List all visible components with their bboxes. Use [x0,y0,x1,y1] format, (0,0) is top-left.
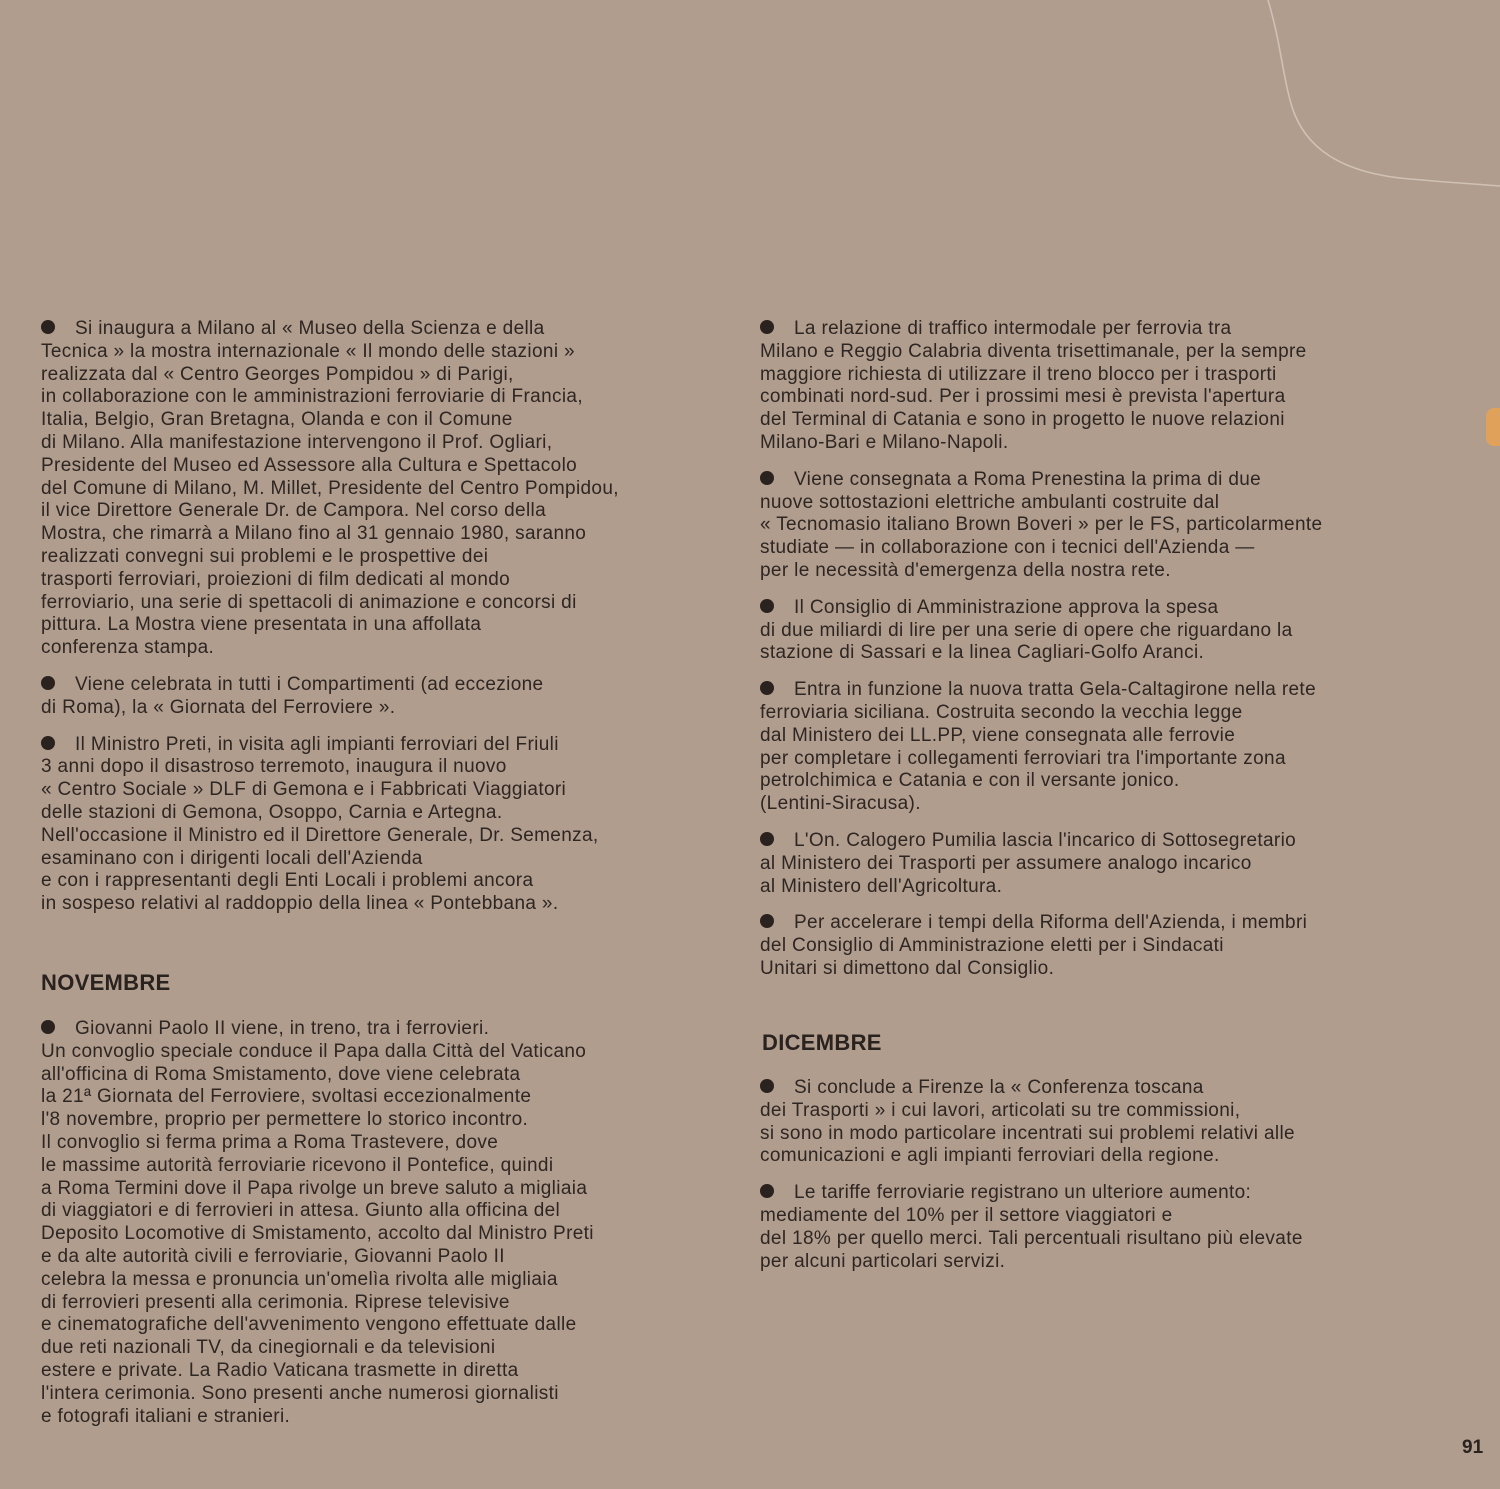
bullet-icon [41,320,55,334]
news-item [760,1077,1430,1168]
bullet-icon [760,599,774,613]
news-item [41,734,701,916]
bullet-icon [41,676,55,690]
section-heading-novembre: NOVEMBRE [41,970,171,995]
page-number: 91 [1462,1437,1484,1458]
bullet-icon [760,471,774,485]
section-heading-dicembre: DICEMBRE [762,1030,882,1055]
news-item [760,469,1430,583]
news-item-text: Il Consiglio di Amministrazione approva la spesa di due miliardi di lire per una serie di opere che riguardano la stazione di Sassari e la linea Cagliari-Golfo Aranci. [760,596,1293,664]
bullet-icon [760,832,774,846]
bullet-icon [760,1184,774,1198]
bullet-icon [760,1079,774,1093]
paper-crease [0,0,1500,260]
news-item [760,912,1430,980]
dicembre-section [760,1077,1430,1287]
bullet-icon [760,320,774,334]
news-item-text: La relazione di traffico intermodale per ferrovia tra Milano e Reggio Calabria diventa trisettimanale, per la sempre maggiore richiesta di utilizzare il treno blocco per i trasporti combinati nord-sud. Per i prossimi mesi è prevista l'apertura del Terminal di Catania e sono in progetto le nuove relazioni Milano-Bari e Milano-Napoli. [760,318,1307,453]
bullet-icon [41,1020,55,1034]
news-item [41,318,701,660]
news-item [760,679,1430,816]
news-item [760,830,1430,898]
news-item-text: Per accelerare i tempi della Riforma dell'Azienda, i membri del Consiglio di Amministrazione eletti per i Sindacati Unitari si dimettono dal Consiglio. [760,912,1308,979]
bullet-icon [41,736,55,750]
news-item [41,674,701,720]
news-item [760,1182,1430,1273]
news-item-text: Le tariffe ferroviarie registrano un ulteriore aumento: mediamente del 10% per il settore viaggiatori e del 18% per quello merci. Tali percentuali risultano più elevate per alcuni particolari servizi. [760,1182,1303,1272]
news-item [760,318,1430,455]
news-item-text: Si inaugura a Milano al « Museo della Scienza e della Tecnica » la mostra internazionale « Il mondo delle stazioni » realizzata dal « Centro Georges Pompidou » di Parigi, in collaborazione con le amministrazioni ferroviarie di Francia, Italia, Belgio, Gran Bretagna, Olanda e con il Comune di Milano. Alla manifestazione intervengono il Prof. Ogliari, Presidente del Museo ed Assessore alla Cultura e Spettacolo del Comune di Milano, M. Millet, Presidente del Centro Pompidou, il vice Direttore Generale Dr. de Campora. Nel corso della Mostra, che rimarrà a Milano fino al 31 gennaio 1980, saranno realizzati convegni sui problemi e le prospettive dei trasporti ferroviari, proiezioni di film dedicati al mondo ferroviario, una serie di spettacoli di animazione e concorsi di pittura. La Mostra viene presentata in una affollata conferenza stampa. [41,318,619,659]
news-item [41,1018,711,1428]
news-item-text: Si conclude a Firenze la « Conferenza toscana dei Trasporti » i cui lavori, articolati su tre commissioni, si sono in modo particolare incentrati sui problemi relativi alle comunicazioni e agli impianti ferroviari della regione. [760,1077,1295,1167]
news-item-text: Viene consegnata a Roma Prenestina la prima di due nuove sottostazioni elettriche ambulanti costruite dal « Tecnomasio italiano Brown Boveri » per le FS, particolarmente studiate — in collaborazione con i tecnici dell'Azienda — per le necessità d'emergenza della nostra rete. [760,468,1323,581]
news-item-text: Il Ministro Preti, in visita agli impianti ferroviari del Friuli 3 anni dopo il disastroso terremoto, inaugura il nuovo « Centro Sociale » DLF di Gemona e i Fabbricati Viaggiatori delle stazioni di Gemona, Osoppo, Carnia e Artegna. Nell'occasione il Ministro ed il Direttore Generale, Dr. Semenza, esaminano con i dirigenti locali dell'Azienda e con i rappresentanti degli Enti Locali i problemi ancora in sospeso relativi al raddoppio della linea « Pontebbana ». [41,733,599,915]
news-item-text: Giovanni Paolo II viene, in treno, tra i ferrovieri. Un convoglio speciale conduce il Papa dalla Città del Vaticano all'officina di Roma Smistamento, dove viene celebrata la 21ª Giornata del Ferroviere, svoltasi eccezionalmente l'8 novembre, proprio per permettere lo storico incontro. Il convoglio si ferma prima a Roma Trastevere, dove le massime autorità ferroviarie ricevono il Pontefice, quindi a Roma Termini dove il Papa rivolge un breve saluto a migliaia di viaggiatori e di ferrovieri in attesa. Giunto alla officina del Deposito Locomotive di Smistamento, accolto dal Ministro Preti e da alte autorità civili e ferroviarie, Giovanni Paolo II celebra la messa e pronuncia un'omelìa rivolta alle migliaia di ferrovieri presenti alla cerimonia. Riprese televisive e cinematografiche dell'avvenimento vengono effettuate dalle due reti nazionali TV, da cinegiornali e da televisioni estere e private. La Radio Vaticana trasmette in diretta l'intera cerimonia. Sono presenti anche numerosi giornalisti e fotografi italiani e stranieri. [41,1018,594,1427]
bullet-icon [760,681,774,695]
paper-stain [1486,408,1500,446]
news-item-text: Entra in funzione la nuova tratta Gela-Caltagirone nella rete ferroviaria siciliana. Costruita secondo la vecchia legge dal Ministero dei LL.PP, viene consegnata alle ferrovie per completare i collegamenti ferroviari tra l'importante zona petrolchimica e Catania e con il versante jonico. (Lentini-Siracusa). [760,679,1316,815]
news-item [760,597,1430,665]
news-item-text: Viene celebrata in tutti i Compartimenti (ad eccezione di Roma), la « Giornata del Ferroviere ». [41,673,544,718]
novembre-section [41,1018,711,1442]
bullet-icon [760,914,774,928]
right-column [760,318,1430,995]
news-item-text: L'On. Calogero Pumilia lascia l'incarico di Sottosegretario al Ministero dei Trasporti per assumere analogo incarico al Ministero dell'Agricoltura. [760,829,1297,897]
left-column [41,318,701,930]
